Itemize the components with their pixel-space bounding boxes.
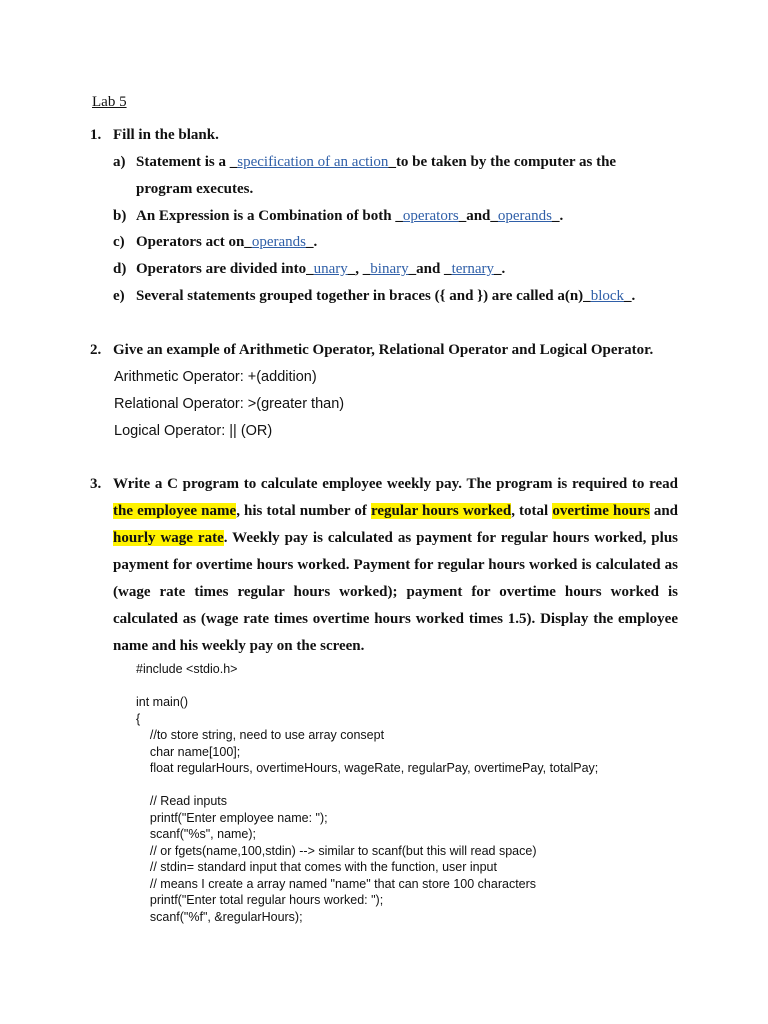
question-3-line-4: payment for overtime hours worked. Payment for regular hours worked is calculated as <box>113 557 678 573</box>
item-d-before: Operators are divided into_ <box>136 261 314 277</box>
code-line: scanf("%s", name); <box>136 827 257 841</box>
code-line: int main() <box>136 695 189 709</box>
code-line: // or fgets(name,100,stdin) --> similar to scanf(but this will read space) <box>136 843 537 858</box>
answer-blank-c: operands <box>251 234 306 250</box>
item-b-before: An Expression is a Combination of both _ <box>136 208 403 224</box>
page-title: Lab 5 <box>92 94 127 110</box>
question-1-heading: Fill in the blank. <box>113 127 219 143</box>
answer-logical: Logical Operator: || (OR) <box>114 423 273 439</box>
answer-blank-b2: operands <box>497 208 553 224</box>
answer-blank-d1: unary <box>313 261 348 277</box>
answer-blank-d3: ternary <box>451 261 495 277</box>
question-3-line-6: calculated as (wage rate times overtime hours worked times 1.5). Display the employee <box>113 611 678 627</box>
item-e-after: _. <box>624 288 636 304</box>
question-3-line-2 <box>113 498 678 525</box>
question-1-number: 1. <box>90 127 102 143</box>
question-3-line-1: Write a C program to calculate employee weekly pay. The program is required to read <box>113 476 678 492</box>
question-3-line-7: name and his weekly pay on the screen. <box>113 638 365 654</box>
code-line: #include <stdio.h> <box>136 662 238 676</box>
highlight-wage-rate: hourly wage rate <box>113 530 224 546</box>
item-a-continuation: program executes. <box>136 181 254 197</box>
code-line <box>136 777 598 794</box>
question-3-line-3 <box>113 525 678 552</box>
code-line: // stdin= standard input that comes with the function, user input <box>136 860 497 874</box>
item-d-after: _. <box>494 261 506 277</box>
question-3-line-5: (wage rate times regular hours worked); payment for overtime hours worked is <box>113 584 678 600</box>
answer-blank-e: block <box>590 288 625 304</box>
code-line <box>136 678 598 695</box>
code-line: float regularHours, overtimeHours, wageRate, regularPay, overtimePay, totalPay; <box>136 761 599 775</box>
question-3-number: 3. <box>90 476 102 492</box>
q3-text-fragment: , his total number of <box>236 503 372 519</box>
code-line: char name[100]; <box>136 744 241 759</box>
item-d-label: d) <box>113 261 127 277</box>
question-2-number: 2. <box>90 342 102 358</box>
item-a-text <box>136 154 616 171</box>
q3-text-fragment: . Weekly pay is calculated as payment for regular hours worked, plus <box>223 530 679 546</box>
item-a-before: Statement is a _ <box>136 154 238 170</box>
q3-text-fragment: , total <box>511 503 553 519</box>
item-e-text <box>136 288 635 305</box>
item-d-sep: _, _ <box>347 261 371 277</box>
highlight-employee-name: the employee name <box>113 503 237 519</box>
code-listing <box>136 661 598 925</box>
item-c-before: Operators act on_ <box>136 234 252 250</box>
item-c-text <box>136 234 317 251</box>
item-b-label: b) <box>113 208 127 224</box>
code-line: scanf("%f", &regularHours); <box>136 909 303 924</box>
item-d-middle: _and _ <box>408 261 452 277</box>
highlight-regular-hours: regular hours worked <box>371 503 512 519</box>
item-a-middle: _to be taken by the computer as the <box>388 154 617 170</box>
item-e-label: e) <box>113 288 125 304</box>
answer-blank-a: specification of an action <box>237 154 389 170</box>
code-line: //to store string, need to use array consept <box>136 728 385 742</box>
item-a-label: a) <box>113 154 126 170</box>
code-line: printf("Enter employee name: "); <box>136 810 328 825</box>
code-line: // Read inputs <box>136 794 228 808</box>
item-e-before: Several statements grouped together in braces ({ and }) are called a(n)_ <box>136 288 591 304</box>
item-c-after: _. <box>305 234 318 250</box>
item-b-after: _. <box>552 208 564 224</box>
item-d-text <box>136 261 505 278</box>
item-b-text <box>136 208 563 225</box>
highlight-overtime-hours: overtime hours <box>552 503 650 519</box>
question-2-heading: Give an example of Arithmetic Operator, Relational Operator and Logical Operator. <box>113 342 654 358</box>
code-line: { <box>136 711 141 726</box>
answer-blank-b1: operators <box>402 208 459 224</box>
q3-text-fragment: and <box>649 503 679 519</box>
code-line: // means I create a array named "name" that can store 100 characters <box>136 876 537 891</box>
answer-arithmetic: Arithmetic Operator: +(addition) <box>114 369 317 385</box>
code-line: printf("Enter total regular hours worked: "); <box>136 893 384 907</box>
question-3-paragraph <box>113 498 678 660</box>
item-c-label: c) <box>113 234 125 250</box>
answer-relational: Relational Operator: >(greater than) <box>114 396 345 412</box>
item-b-middle: _and_ <box>458 208 498 224</box>
answer-blank-d2: binary <box>370 261 409 277</box>
